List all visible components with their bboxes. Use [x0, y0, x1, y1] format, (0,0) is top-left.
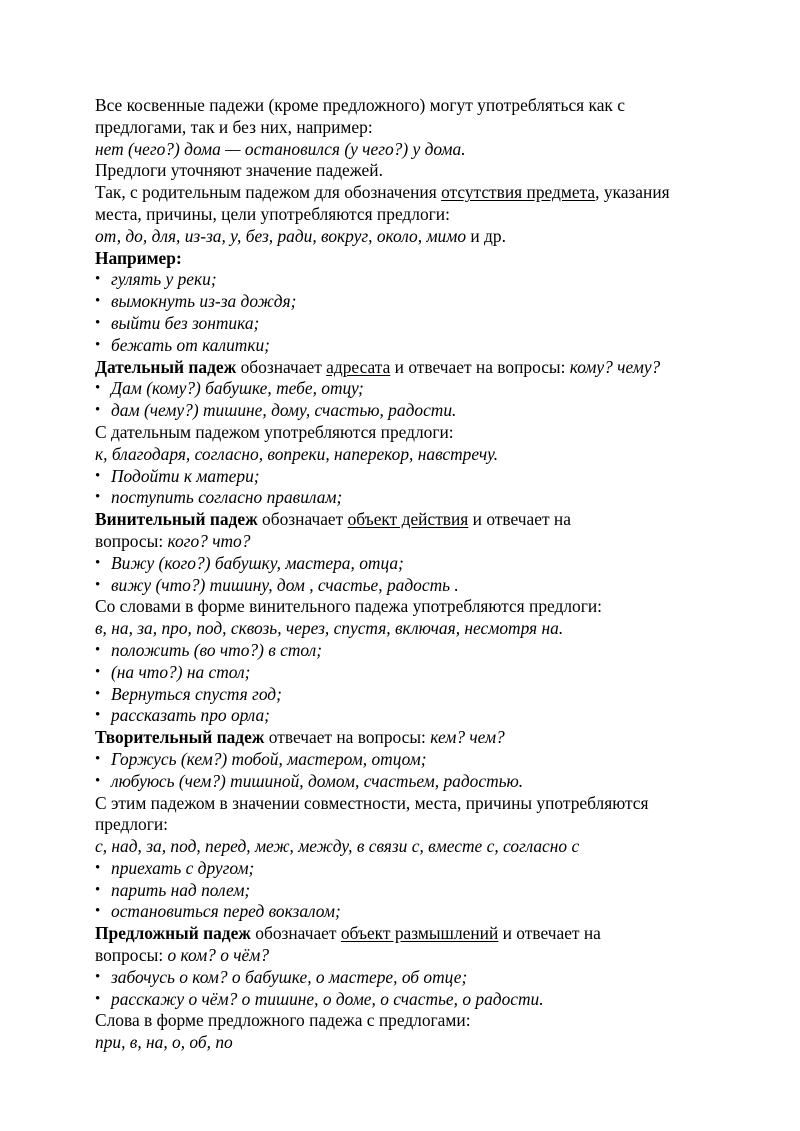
case-definition-line: [95, 727, 745, 749]
list-item: [95, 313, 745, 335]
paragraph-line: С дательным падежом употребляются предлоги:: [95, 421, 454, 442]
prepositions-list: к, благодаря, согласно, вопреки, наперекор, навстречу.: [95, 443, 499, 464]
prepositions-list: с, над, за, под, перед, меж, между, в связи с, вместе с, согласно с: [95, 836, 580, 857]
text-fragment: и отвечает на: [498, 923, 601, 944]
text-fragment: , указания: [595, 182, 670, 203]
paragraph-line: предлогами, так и без них, например:: [95, 116, 373, 137]
bullet-icon: •: [95, 576, 101, 593]
case-questions: о ком? о чём?: [167, 945, 270, 966]
list-item: [95, 291, 745, 313]
list-item: [95, 705, 745, 727]
bullet-icon: •: [95, 707, 101, 724]
underlined-term: адресата: [326, 356, 391, 377]
text-fragment: и отвечает на: [468, 509, 571, 530]
list-item-text: парить над полем;: [111, 879, 251, 900]
text-fragment: и др.: [466, 225, 506, 246]
list-item-text: бежать от калитки;: [111, 334, 270, 355]
underlined-term: отсутствия предмета: [441, 182, 596, 203]
list-item: [95, 575, 745, 597]
list-item: [95, 967, 745, 989]
list-item-text: расскажу о чём? о тишине, о доме, о счастье, о радости.: [111, 988, 544, 1009]
text-fragment: отвечает на вопросы:: [264, 727, 431, 748]
list-item-text: Вижу (кого?) бабушку, мастера, отца;: [111, 552, 404, 573]
list-item-text: гулять у реки;: [111, 269, 217, 290]
bullet-icon: •: [95, 314, 101, 331]
prepositions-list: при, в, на, о, об, по: [95, 1032, 233, 1053]
example-line: нет (чего?) дома — остановился (у чего?) у дома.: [95, 138, 466, 159]
text-fragment: обозначает: [250, 923, 341, 944]
list-item-text: положить (во что?) в стол;: [111, 639, 323, 660]
list-item-text: поступить согласно правилам;: [111, 487, 343, 508]
list-item: [95, 858, 745, 880]
paragraph-line: Со словами в форме винительного падежа употребляются предлоги:: [95, 596, 603, 617]
paragraph-line: С этим падежом в значении совместности, места, причины употребляются: [95, 792, 649, 813]
bullet-icon: •: [95, 293, 101, 310]
case-questions-line: [95, 945, 745, 967]
list-item: [95, 901, 745, 923]
case-definition-line: [95, 357, 745, 379]
bullet-icon: •: [95, 380, 101, 397]
bullet-icon: •: [95, 467, 101, 484]
bullet-icon: •: [95, 336, 101, 353]
paragraph-line: [95, 182, 745, 204]
paragraph-line: Все косвенные падежи (кроме предложного) могут употребляться как с: [95, 95, 625, 115]
case-title: Предложный падеж: [95, 923, 251, 944]
bullet-icon: •: [95, 881, 101, 898]
list-item: [95, 400, 745, 422]
list-item: [95, 553, 745, 575]
list-item: [95, 749, 745, 771]
list-item-text: приехать с другом;: [111, 857, 255, 878]
list-item: [95, 269, 745, 291]
list-item-text: рассказать про орла;: [111, 705, 270, 726]
case-title: Творительный падеж: [95, 727, 265, 748]
case-questions: кому? чему?: [569, 356, 661, 377]
case-definition-line: [95, 509, 745, 531]
list-item-text: Вернуться спустя год;: [111, 683, 282, 704]
list-item: [95, 989, 745, 1011]
list-item: [95, 487, 745, 509]
text-fragment: и отвечает на вопросы:: [390, 356, 570, 377]
text-fragment: Так, с родительным падежом для обозначения: [95, 182, 442, 203]
bullet-icon: •: [95, 641, 101, 658]
list-item: [95, 335, 745, 357]
case-questions-line: [95, 531, 745, 553]
underlined-term: объект действия: [347, 509, 469, 530]
list-item: [95, 771, 745, 793]
list-item: [95, 880, 745, 902]
list-item-text: Дам (кому?) бабушке, тебе, отцу;: [111, 378, 364, 399]
text-fragment: обозначает: [257, 509, 348, 530]
section-heading: Например:: [95, 247, 182, 268]
prepositions-list: в, на, за, про, под, сквозь, через, спустя, включая, несмотря на.: [95, 618, 564, 639]
list-item: [95, 378, 745, 400]
document-body: [95, 95, 745, 1054]
case-questions: кем? чем?: [430, 727, 505, 748]
list-item-text: любуюсь (чем?) тишиной, домом, счастьем, радостью.: [111, 770, 524, 791]
bullet-icon: •: [95, 402, 101, 419]
bullet-icon: •: [95, 859, 101, 876]
text-fragment: вопросы:: [95, 530, 168, 551]
bullet-icon: •: [95, 271, 101, 288]
list-item-text: Подойти к матери;: [111, 465, 260, 486]
list-item-text: (на что?) на стол;: [111, 661, 251, 682]
prepositions-list: от, до, для, из-за, у, без, ради, вокруг, около, мимо: [95, 225, 467, 246]
case-questions: кого? что?: [167, 530, 251, 551]
list-item-text: забочусь о ком? о бабушке, о мастере, об отце;: [111, 966, 468, 987]
paragraph-line: Предлоги уточняют значение падежей.: [95, 160, 383, 181]
list-item-text: остановиться перед вокзалом;: [111, 901, 341, 922]
text-fragment: вопросы:: [95, 945, 168, 966]
bullet-icon: •: [95, 750, 101, 767]
prepositions-line: [95, 226, 745, 248]
paragraph-line: места, причины, цели употребляются предлоги:: [95, 203, 450, 224]
case-title: Винительный падеж: [95, 509, 258, 530]
bullet-icon: •: [95, 554, 101, 571]
bullet-icon: •: [95, 663, 101, 680]
bullet-icon: •: [95, 685, 101, 702]
bullet-icon: •: [95, 990, 101, 1007]
paragraph-line: Слова в форме предложного падежа с предлогами:: [95, 1010, 471, 1031]
text-fragment: обозначает: [236, 356, 327, 377]
bullet-icon: •: [95, 489, 101, 506]
bullet-icon: •: [95, 903, 101, 920]
paragraph-line: предлоги:: [95, 814, 168, 835]
case-title: Дательный падеж: [95, 356, 237, 377]
list-item-text: Горжусь (кем?) тобой, мастером, отцом;: [111, 748, 427, 769]
list-item: [95, 466, 745, 488]
list-item-text: выйти без зонтика;: [111, 312, 260, 333]
list-item-text: дам (чему?) тишине, дому, счастью, радости.: [111, 400, 457, 421]
underlined-term: объект размышлений: [340, 923, 499, 944]
list-item: [95, 662, 745, 684]
bullet-icon: •: [95, 772, 101, 789]
case-definition-line: [95, 923, 745, 945]
list-item-text: вымокнуть из-за дождя;: [111, 291, 297, 312]
list-item-text: вижу (что?) тишину, дом , счастье, радость .: [111, 574, 459, 595]
list-item: [95, 640, 745, 662]
list-item: [95, 684, 745, 706]
bullet-icon: •: [95, 968, 101, 985]
